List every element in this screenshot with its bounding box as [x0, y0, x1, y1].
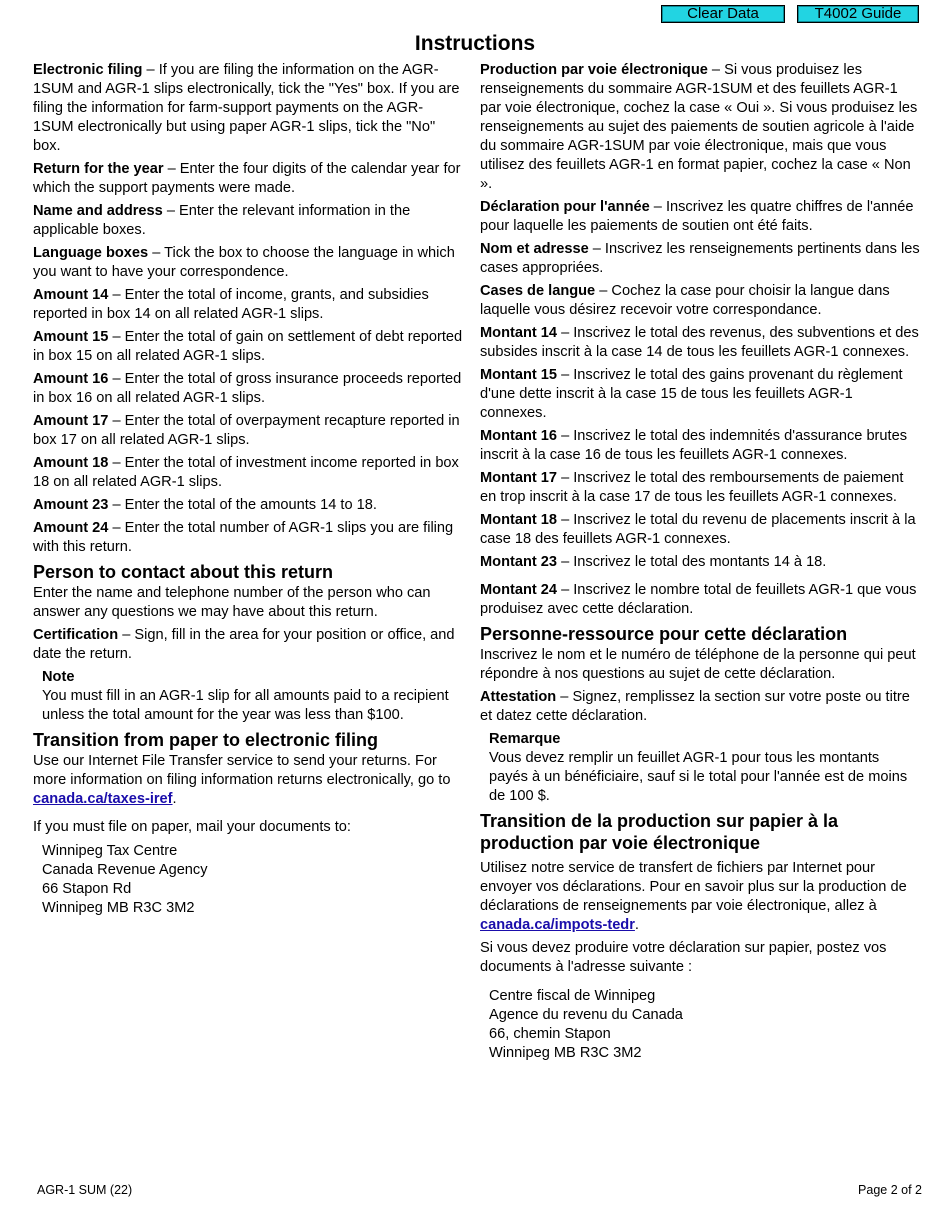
description: – Enter the total of gross insurance proceeds reported in box 16 on all related AGR-1 slips. [33, 371, 462, 406]
description: – Signez, remplissez la section sur votre poste ou titre et datez cette déclaration. [480, 689, 910, 724]
amount16-paragraph [33, 370, 463, 408]
term: Montant 24 [480, 582, 558, 598]
address-line: Winnipeg Tax Centre [42, 843, 178, 859]
return-year-paragraph [33, 160, 463, 198]
amount23-paragraph [33, 496, 463, 515]
t4002-guide-button[interactable]: T4002 Guide [797, 5, 919, 23]
description: – Enter the total of gain on settlement of debt reported in box 15 on all related AGR-1 slips. [33, 329, 463, 364]
term: Nom et adresse [480, 241, 589, 257]
top-button-bar [661, 5, 919, 23]
french-column [480, 61, 920, 1063]
description: – Enter the total number of AGR-1 slips you are filing with this return. [33, 520, 454, 555]
transition-heading-fr: Transition de la production sur papier à la production par voie électronique [480, 811, 839, 853]
certification-paragraph [33, 626, 463, 664]
taxes-iref-link[interactable]: canada.ca/taxes-iref [33, 791, 173, 807]
address-line: Winnipeg MB R3C 3M2 [489, 1045, 642, 1061]
description: – Cochez la case pour choisir la langue dans laquelle vous désirez recevoir votre correspondance. [480, 283, 890, 318]
transition-text: Utilisez notre service de transfert de fichiers par Internet pour envoyer vos déclarations. Pour en savoir plus sur la production de déclarations de renseignements par voie électronique, allez à [480, 860, 907, 914]
description: – Inscrivez le total des indemnités d'assurance brutes inscrit à la case 16 de tous les feuillets AGR-1 connexes. [480, 428, 908, 463]
transition-paragraph-fr [480, 859, 920, 935]
term: Montant 15 [480, 367, 558, 383]
electronic-filing-paragraph [33, 61, 463, 156]
term: Cases de langue [480, 283, 596, 299]
amount24-paragraph-fr [480, 581, 920, 619]
description: – Inscrivez le total des gains provenant du règlement d'une dette inscrit à la case 15 de tous les feuillets AGR-1 connexes. [480, 367, 903, 421]
contact-text: Enter the name and telephone number of the person who can answer any questions we may have about this return. [33, 585, 431, 620]
term: Montant 17 [480, 470, 558, 486]
contact-heading-fr: Personne-ressource pour cette déclaration [480, 624, 848, 644]
term: Amount 24 [33, 520, 109, 536]
mailing-address-fr [489, 987, 920, 1063]
electronic-filing-paragraph-fr [480, 61, 920, 194]
amount17-paragraph [33, 412, 463, 450]
address-line: Agence du revenu du Canada [489, 1007, 683, 1023]
term: Montant 14 [480, 325, 558, 341]
note-title-fr: Remarque [489, 731, 561, 747]
term: Amount 23 [33, 497, 109, 513]
mailing-address [42, 842, 463, 918]
transition-text: Use our Internet File Transfer service to send your returns. For more information on filing information returns electronically, go to [33, 753, 451, 788]
amount18-paragraph [33, 454, 463, 492]
amount15-paragraph-fr [480, 366, 920, 423]
note-title: Note [42, 669, 75, 685]
description: – Inscrivez le total des remboursements de paiement en trop inscrit à la case 17 de tous les feuillets AGR-1 connexes. [480, 470, 904, 505]
impots-tedr-link[interactable]: canada.ca/impots-tedr [480, 917, 635, 933]
description: – If you are filing the information on the AGR-1SUM and AGR-1 slips electronically, tick the "Yes" box. If you are filing the information for farm-support payments on the AGR-1SUM electronically but using paper AGR-1 slips, tick the "No" box. [33, 62, 460, 154]
description: – Inscrivez le nombre total de feuillets AGR-1 que vous produisez avec cette déclaration. [480, 582, 917, 617]
transition-paragraph [33, 752, 463, 809]
note-text: You must fill in an AGR-1 slip for all amounts paid to a recipient unless the total amount for the year was less than $100. [42, 688, 449, 723]
language-paragraph [33, 244, 463, 282]
term: Montant 23 [480, 554, 558, 570]
term: Certification [33, 627, 119, 643]
amount16-paragraph-fr [480, 427, 920, 465]
description: – Inscrivez le total des revenus, des subventions et des subsides inscrit à la case 14 de tous les feuillets AGR-1 connexes. [480, 325, 919, 360]
english-column [33, 61, 463, 918]
term: Attestation [480, 689, 557, 705]
note-text-fr: Vous devez remplir un feuillet AGR-1 pour tous les montants payés à un bénéficiaire, sauf si le total pour l'année est de moins de 100 $. [489, 750, 908, 804]
mail-text: If you must file on paper, mail your documents to: [33, 819, 351, 835]
term: Amount 15 [33, 329, 109, 345]
clear-data-button[interactable]: Clear Data [661, 5, 785, 23]
description: – Inscrivez le total du revenu de placements inscrit à la case 18 des feuillets AGR-1 connexes. [480, 512, 916, 547]
term: Production par voie électronique [480, 62, 708, 78]
contact-heading: Person to contact about this return [33, 562, 334, 582]
period: . [634, 917, 639, 933]
note-box-fr [489, 730, 920, 806]
address-line: Winnipeg MB R3C 3M2 [42, 900, 195, 916]
language-paragraph-fr [480, 282, 920, 320]
amount14-paragraph [33, 286, 463, 324]
term: Electronic filing [33, 62, 143, 78]
amount23-paragraph-fr [480, 553, 920, 572]
amount17-paragraph-fr [480, 469, 920, 507]
name-address-paragraph [33, 202, 463, 240]
page-number: Page 2 of 2 [858, 1183, 922, 1197]
term: Montant 18 [480, 512, 558, 528]
term: Name and address [33, 203, 163, 219]
term: Amount 17 [33, 413, 109, 429]
address-line: 66 Stapon Rd [42, 881, 132, 897]
form-identifier: AGR-1 SUM (22) [37, 1183, 133, 1197]
description: – Enter the relevant information in the applicable boxes. [33, 203, 411, 238]
address-line: 66, chemin Stapon [489, 1026, 611, 1042]
contact-text-fr: Inscrivez le nom et le numéro de téléphone de la personne qui peut répondre à nos questions au sujet de cette déclaration. [480, 647, 916, 682]
term: Montant 16 [480, 428, 558, 444]
term: Amount 14 [33, 287, 109, 303]
amount24-paragraph [33, 519, 463, 557]
description: – Enter the total of overpayment recapture reported in box 17 on all related AGR-1 slips. [33, 413, 460, 448]
description: – Inscrivez le total des montants 14 à 18. [557, 554, 827, 570]
description: – Inscrivez les quatre chiffres de l'année pour laquelle les paiements de soutien ont été faits. [480, 199, 914, 234]
description: – Sign, fill in the area for your position or office, and date the return. [33, 627, 455, 662]
description: – Enter the total of income, grants, and subsidies reported in box 14 on all related AGR-1 slips. [33, 287, 429, 322]
term: Language boxes [33, 245, 149, 261]
period: . [172, 791, 177, 807]
return-year-paragraph-fr [480, 198, 920, 236]
description: – Si vous produisez les renseignements du sommaire AGR-1SUM et des feuillets AGR-1 par voie électronique, cochez la case « Oui ». Si vous produisez les renseignements au sujet des paiements de soutien agricole à l'aide du sommaire AGR-1SUM par voie électronique, mais que vous utilisez des feuillets AGR-1 en format papier, cochez la case « Non ». [480, 62, 918, 192]
certification-paragraph-fr [480, 688, 920, 726]
term: Déclaration pour l'année [480, 199, 650, 215]
mail-text-fr: Si vous devez produire votre déclaration sur papier, postez vos documents à l'adresse suivante : [480, 940, 887, 975]
amount15-paragraph [33, 328, 463, 366]
address-line: Canada Revenue Agency [42, 862, 208, 878]
description: – Tick the box to choose the language in which you want to have your correspondence. [33, 245, 455, 280]
amount18-paragraph-fr [480, 511, 920, 549]
description: – Enter the total of the amounts 14 to 18. [108, 497, 377, 513]
name-address-paragraph-fr [480, 240, 920, 278]
term: Return for the year [33, 161, 164, 177]
amount14-paragraph-fr [480, 324, 920, 362]
description: – Enter the four digits of the calendar year for which the support payments were made. [33, 161, 461, 196]
term: Amount 16 [33, 371, 109, 387]
page-title: Instructions [414, 32, 536, 55]
description: – Inscrivez les renseignements pertinents dans les cases appropriées. [480, 241, 920, 276]
note-box [42, 668, 463, 725]
address-line: Centre fiscal de Winnipeg [489, 988, 656, 1004]
term: Amount 18 [33, 455, 109, 471]
transition-heading: Transition from paper to electronic filing [33, 730, 379, 750]
description: – Enter the total of investment income reported in box 18 on all related AGR-1 slips. [33, 455, 459, 490]
